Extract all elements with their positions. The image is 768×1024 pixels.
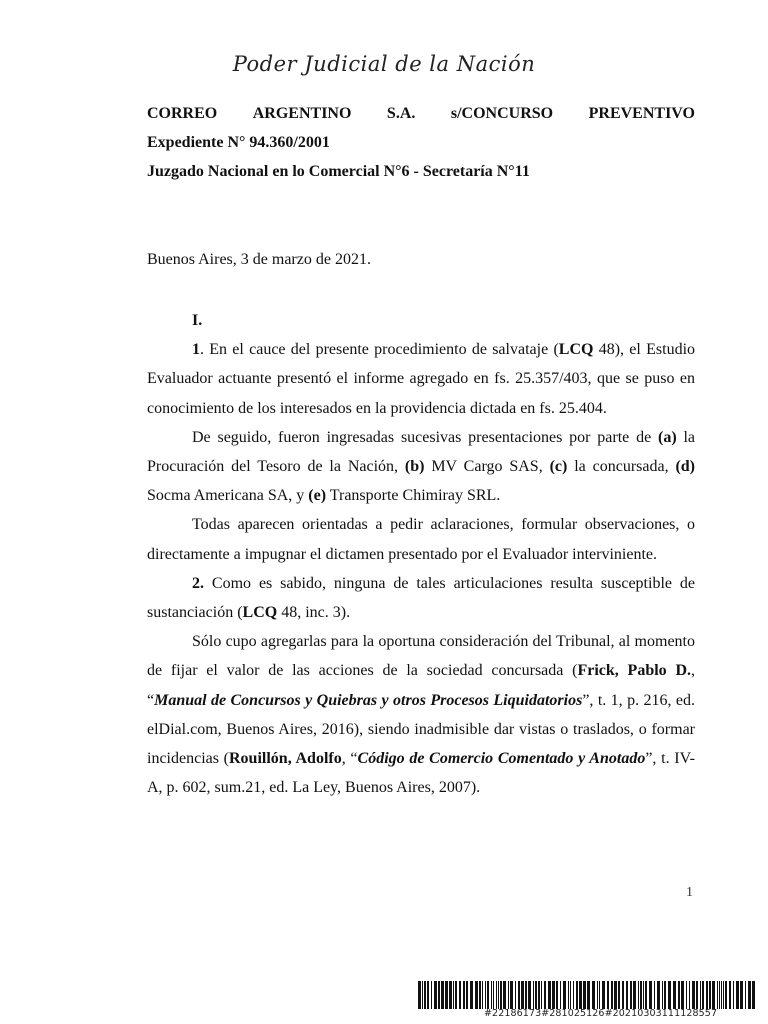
barcode-bar: [689, 981, 690, 1009]
barcode-bar: [560, 981, 561, 1009]
barcode-bar: [434, 981, 437, 1009]
barcode-bar: [587, 981, 590, 1009]
barcode-bar: [493, 981, 494, 1009]
citation-author: Frick, Pablo D.: [577, 662, 691, 680]
barcode-bar: [597, 981, 598, 1009]
barcode-bar: [583, 981, 586, 1009]
barcode-bar: [573, 981, 574, 1009]
barcode-bar: [657, 981, 660, 1009]
case-title-word: s/CONCURSO: [450, 105, 554, 122]
barcode-bar: [441, 981, 444, 1009]
barcode-bar: [508, 981, 509, 1009]
barcode-bar: [592, 981, 595, 1009]
barcode-bar: [668, 981, 671, 1009]
barcode-bar: [525, 981, 527, 1009]
barcode-bar: [568, 981, 569, 1009]
barcode-bar: [752, 981, 755, 1009]
barcode-icon: [418, 981, 755, 1009]
case-title-word: S.A.: [386, 105, 416, 122]
barcode-bar: [470, 981, 473, 1009]
barcode-bar: [662, 981, 663, 1009]
barcode-bar: [733, 981, 734, 1009]
barcode-bar: [485, 981, 486, 1009]
barcode-bar: [510, 981, 513, 1009]
document-body: [147, 306, 695, 802]
citation-book-title: Manual de Concursos y Quiebras y otros Procesos Liquidatorios: [154, 691, 583, 709]
case-title-word: CORREO: [147, 105, 218, 122]
barcode-bar: [538, 981, 540, 1009]
barcode-bar: [463, 981, 465, 1009]
barcode-bar: [487, 981, 489, 1009]
case-title-line: [147, 99, 695, 128]
barcode-bar: [712, 981, 715, 1009]
barcode-bar: [455, 981, 457, 1009]
barcode-bar: [736, 981, 739, 1009]
barcode-bar: [482, 981, 483, 1009]
barcode-bar: [500, 981, 502, 1009]
barcode-bar: [692, 981, 695, 1009]
barcode-bar: [453, 981, 454, 1009]
barcode-bar: [729, 981, 731, 1009]
paragraph-number: 1: [192, 341, 200, 359]
document-date: Buenos Aires, 3 de marzo de 2021.: [147, 251, 371, 268]
barcode-bar: [709, 981, 711, 1009]
page-number: 1: [686, 885, 693, 900]
barcode-bar: [719, 981, 720, 1009]
barcode-bar: [556, 981, 558, 1009]
case-caption: [147, 99, 695, 186]
barcode-bar: [424, 981, 426, 1009]
barcode-bar: [700, 981, 701, 1009]
barcode-bar: [431, 981, 432, 1009]
barcode-bar: [649, 981, 652, 1009]
barcode-bar: [576, 981, 578, 1009]
barcode-bar: [745, 981, 746, 1009]
paragraph-1: 1. En el cauce del presente procedimiento de salvataje (LCQ 48), el Estudio Evaluador actuante presentó el informe agregado en fs. 25.357/403, que se puso en conocimiento de los interesados en la providencia dictada en fs. 25.404.: [147, 341, 696, 417]
barcode-bar: [552, 981, 555, 1009]
barcode-bar: [438, 981, 440, 1009]
barcode-bar: [535, 981, 537, 1009]
barcode-bar: [491, 981, 492, 1009]
barcode-bar: [618, 981, 620, 1009]
barcode-bar: [563, 981, 566, 1009]
barcode-bar: [518, 981, 520, 1009]
case-title-word: PREVENTIVO: [588, 105, 695, 122]
barcode-bar: [626, 981, 628, 1009]
barcode-bar: [673, 981, 676, 1009]
barcode-bar: [611, 981, 613, 1009]
barcode-bar: [717, 981, 718, 1009]
barcode-bar: [614, 981, 617, 1009]
barcode-bar: [602, 981, 605, 1009]
citation-author: Rouillón, Adolfo: [229, 750, 342, 768]
barcode-bar: [686, 981, 687, 1009]
barcode-bar: [533, 981, 534, 1009]
barcode-bar: [503, 981, 506, 1009]
barcode-bar: [427, 981, 429, 1009]
paragraph-2: De seguido, fueron ingresadas sucesivas presentaciones por parte de (a) la Procuración del Tesoro de la Nación, (b) MV Cargo SAS, (c) la concursada, (d) Socma Americana SA, y (e) Transporte Chimiray SRL.: [147, 428, 696, 505]
barcode-bar: [498, 981, 499, 1009]
barcode-bar: [548, 981, 551, 1009]
barcode-bar: [541, 981, 542, 1009]
barcode-bar: [528, 981, 531, 1009]
barcode-bar: [702, 981, 704, 1009]
barcode-bar: [570, 981, 571, 1009]
barcode-bar: [654, 981, 655, 1009]
case-file-number: Expediente N° 94.360/2001: [147, 134, 330, 151]
paragraph-4: 2. Como es sabido, ninguna de tales articulaciones resulta susceptible de sustanciación (LCQ 48, inc. 3).: [147, 574, 695, 622]
barcode-bar: [633, 981, 636, 1009]
barcode-bar: [723, 981, 724, 1009]
barcode-bar: [725, 981, 727, 1009]
court-name: Juzgado Nacional en lo Comercial N°6 - Secretaría N°11: [147, 163, 530, 180]
barcode-bar: [748, 981, 751, 1009]
barcode-bar: [721, 981, 722, 1009]
section-heading: I.: [192, 312, 203, 329]
citation-book-title: Código de Comercio Comentado y Anotado: [357, 750, 646, 768]
barcode-bar: [622, 981, 624, 1009]
barcode-code: #22186173#281025126#20210303111128557: [484, 1008, 718, 1019]
barcode-bar: [515, 981, 516, 1009]
barcode-bar: [579, 981, 582, 1009]
barcode-bar: [638, 981, 639, 1009]
barcode-bar: [696, 981, 698, 1009]
barcode-bar: [599, 981, 600, 1009]
barcode-bar: [475, 981, 478, 1009]
barcode-bar: [681, 981, 684, 1009]
case-title-word: ARGENTINO: [252, 105, 352, 122]
barcode-bar: [422, 981, 423, 1009]
barcode-bar: [496, 981, 497, 1009]
barcode-bar: [479, 981, 481, 1009]
barcode-bar: [466, 981, 468, 1009]
barcode-bar: [449, 981, 452, 1009]
barcode-bar: [643, 981, 644, 1009]
barcode-bar: [706, 981, 708, 1009]
barcode-bar: [521, 981, 524, 1009]
barcode-bar: [740, 981, 743, 1009]
barcode-bar: [664, 981, 666, 1009]
paragraph-5: Sólo cupo agregarlas para la oportuna consideración del Tribunal, al momento de fijar el valor de las acciones de la sociedad concursada (Frick, Pablo D., “Manual de Concursos y Quiebras y otros Procesos Liquidatorios”, t. 1, p. 216, ed. elDial.com, Buenos Aires, 2016), siendo inadmisible dar vistas o traslados, o formar incidencias (Rouillón, Adolfo, “Código de Comercio Comentado y Anotado”, t. IV-A, p. 602, sum.21, ed. La Ley, Buenos Aires, 2007).: [147, 633, 696, 797]
barcode-bar: [645, 981, 647, 1009]
barcode-bar: [678, 981, 680, 1009]
barcode-bar: [418, 981, 421, 1009]
barcode-bar: [544, 981, 546, 1009]
court-header-title: Poder Judicial de la Nación: [232, 52, 536, 76]
barcode-bar: [630, 981, 632, 1009]
paragraph-3: Todas aparecen orientadas a pedir aclaraciones, formular observaciones, o directamente a impugnar el dictamen presentado por el Evaluador interviniente.: [147, 516, 695, 563]
barcode-bar: [607, 981, 609, 1009]
barcode-bar: [459, 981, 461, 1009]
barcode-bar: [445, 981, 448, 1009]
barcode-bar: [640, 981, 642, 1009]
paragraph-number: 2.: [192, 574, 204, 592]
